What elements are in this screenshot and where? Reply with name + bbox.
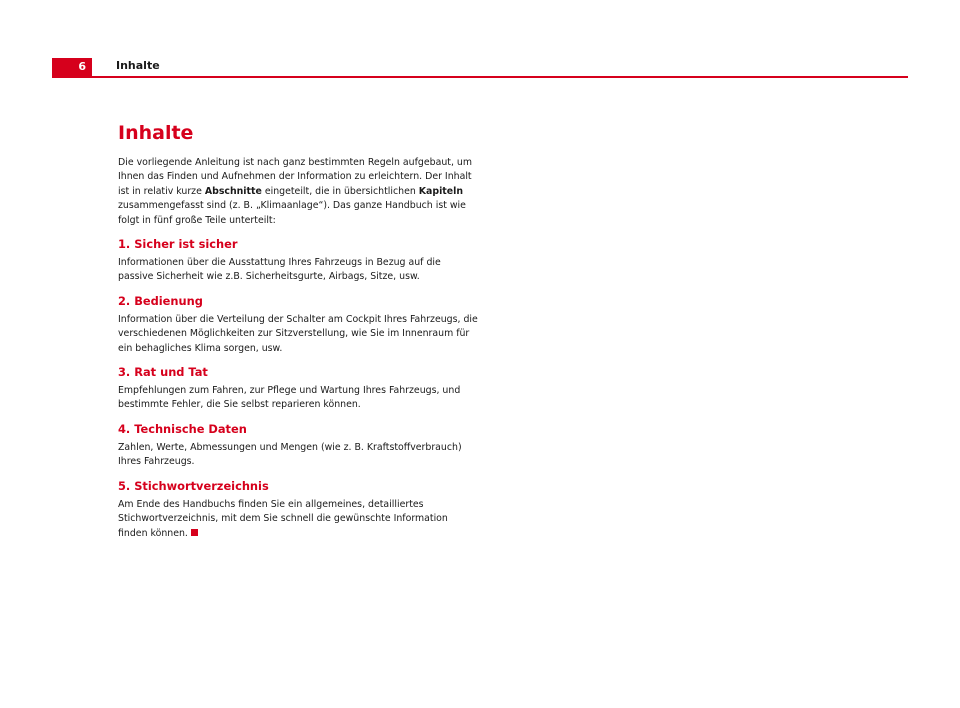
section-heading-1: 1. Sicher ist sicher xyxy=(118,237,238,252)
intro-bold-abschnitte: Abschnitte xyxy=(204,185,262,197)
section-text-4: Zahlen, Werte, Abmessungen und Mengen (wie z. B. Kraftstoffverbrauch) Ihres Fahrzeugs. xyxy=(118,441,462,468)
section-heading-3: 3. Rat und Tat xyxy=(118,365,208,380)
page-header xyxy=(52,58,908,78)
page-title: Inhalte xyxy=(118,122,194,144)
intro-text-1: Die vorliegende Anleitung ist nach ganz bestimmten Regeln aufgebaut, um Ihnen das Finden und Aufnehmen der Information zu erleichtern. Der Inhalt ist in relativ kurze xyxy=(118,157,472,197)
page-number: 6 xyxy=(52,58,92,76)
end-of-section-square-icon xyxy=(191,529,198,536)
section-heading-2: 2. Bedienung xyxy=(118,293,203,308)
header-title: Inhalte xyxy=(116,59,160,72)
intro-bold-kapiteln: Kapiteln xyxy=(418,185,464,197)
section-text-2: Information über die Verteilung der Schalter am Cockpit Ihres Fahrzeugs, die verschiedenen Möglichkeiten zur Sitzverstellung, wie Sie im Innenraum für ein behagliches Klima sorgen, usw. xyxy=(118,313,478,354)
section-text-5: Am Ende des Handbuchs finden Sie ein allgemeines, detailliertes Stichwortverzeichnis, mit dem Sie schnell die gewünschte Information finden können. xyxy=(118,498,448,539)
intro-text-2: eingeteilt, die in übersichtlichen xyxy=(261,185,419,197)
section-text-1: Informationen über die Ausstattung Ihres Fahrzeugs in Bezug auf die passive Sicherheit wie z.B. Sicherheitsgurte, Airbags, Sitze, usw. xyxy=(118,257,441,283)
intro-text-3: zusammengefasst sind (z. B. „Klimaanlage“). Das ganze Handbuch ist wie folgt in fünf große Teile unterteilt: xyxy=(118,200,466,226)
section-text-3: Empfehlungen zum Fahren, zur Pflege und Wartung Ihres Fahrzeugs, und bestimmte Fehler, die Sie selbst reparieren können. xyxy=(118,385,461,411)
intro-paragraph xyxy=(118,156,478,228)
section-heading-4: 4. Technische Daten xyxy=(118,421,247,436)
page-content xyxy=(118,120,478,541)
section-paragraph-5 xyxy=(118,498,478,541)
header-rule xyxy=(52,76,908,78)
section-heading-5: 5. Stichwortverzeichnis xyxy=(118,478,269,493)
